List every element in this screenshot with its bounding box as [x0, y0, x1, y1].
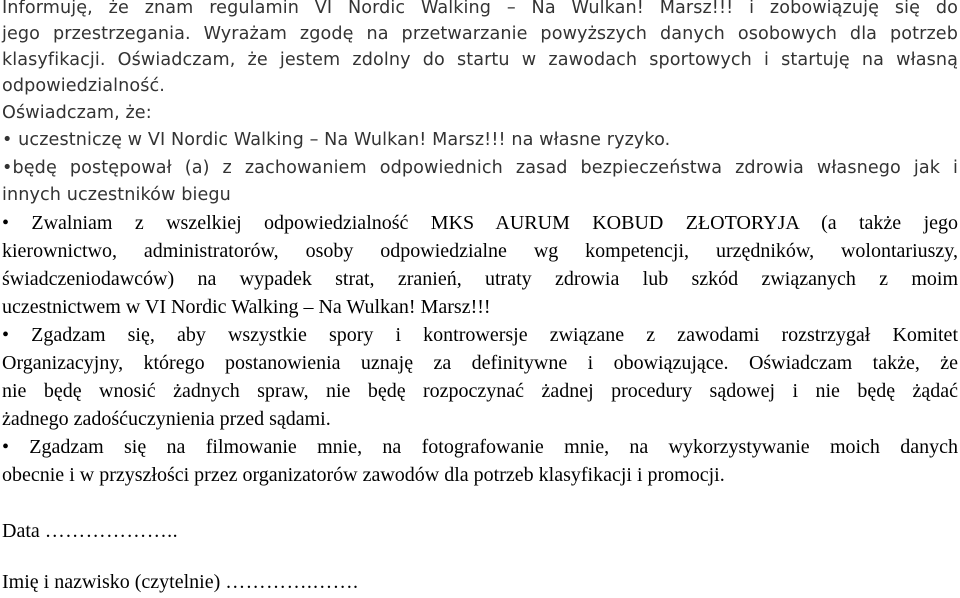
date-field[interactable] [2, 517, 178, 545]
name-fill-line[interactable]: ………….……. [225, 571, 359, 593]
date-label: Data [2, 520, 45, 542]
bullet-disputes-line-4: żadnego zadośćuczynienia przed sądami. [2, 408, 331, 430]
bullet-disputes-line-3: nie będę wnosić żadnych spraw, nie będę rozpoczynać żadnej procedury sądowej i nie będę żądać [2, 380, 958, 402]
intro-line-2: jego przestrzegania. Wyrażam zgodę na przetwarzanie powyższych danych osobowych dla potrzeb [2, 24, 958, 44]
intro-line-1: Informuję, że znam regulamin VI Nordic Walking – Na Wulkan! Marsz!!! i zobowiązuję się do [2, 0, 958, 18]
date-fill-line[interactable]: ……………….. [44, 520, 178, 542]
bullet-liability-line-1: • Zwalniam z wszelkiej odpowiedzialność MKS AURUM KOBUD ZŁOTORYJA (a także jego [2, 212, 958, 234]
bullet-disputes-line-1: • Zgadzam się, aby wszystkie spory i kontrowersje związane z zawodami rozstrzygał Komitet [2, 324, 958, 346]
bullet-liability-line-2: kierownictwo, administratorów, osoby odpowiedzialne wg kompetencji, urzędników, wolontariuszy, [2, 240, 958, 262]
bullet-liability-line-3: świadczeniodawców) na wypadek strat, zranień, utraty zdrowia lub szkód związanych z moim [2, 268, 958, 290]
bullet-filming-line-1: • Zgadzam się na filmowanie mnie, na fotografowanie mnie, na wykorzystywanie moich danych [2, 436, 958, 458]
bullet-participation: • uczestniczę w VI Nordic Walking – Na Wulkan! Marsz!!! na własne ryzyko. [2, 130, 671, 150]
intro-line-3: klasyfikacji. Oświadczam, że jestem zdolny do startu w zawodach sportowych i startuję na własną [2, 50, 958, 70]
bullet-filming-line-2: obecnie i w przyszłości przez organizatorów zawodów dla potrzeb klasyfikacji i promocji. [2, 464, 725, 486]
bullet-safety-line-2: innych uczestników biegu [2, 185, 231, 205]
intro-line-4: odpowiedzialność. [2, 76, 165, 96]
bullet-liability-line-4: uczestnictwem w VI Nordic Walking – Na Wulkan! Marsz!!! [2, 296, 491, 318]
bullet-disputes-line-2: Organizacyjny, którego postanowienia uznaję za definitywne i obowiązujące. Oświadczam także, że [2, 352, 958, 374]
declaration-heading: Oświadczam, że: [2, 103, 152, 123]
bullet-safety-line-1: •będę postępował (a) z zachowaniem odpowiednich zasad bezpieczeństwa zdrowia własnego jak i [2, 158, 958, 178]
name-field[interactable] [2, 568, 358, 596]
name-label: Imię i nazwisko (czytelnie) [2, 571, 226, 593]
